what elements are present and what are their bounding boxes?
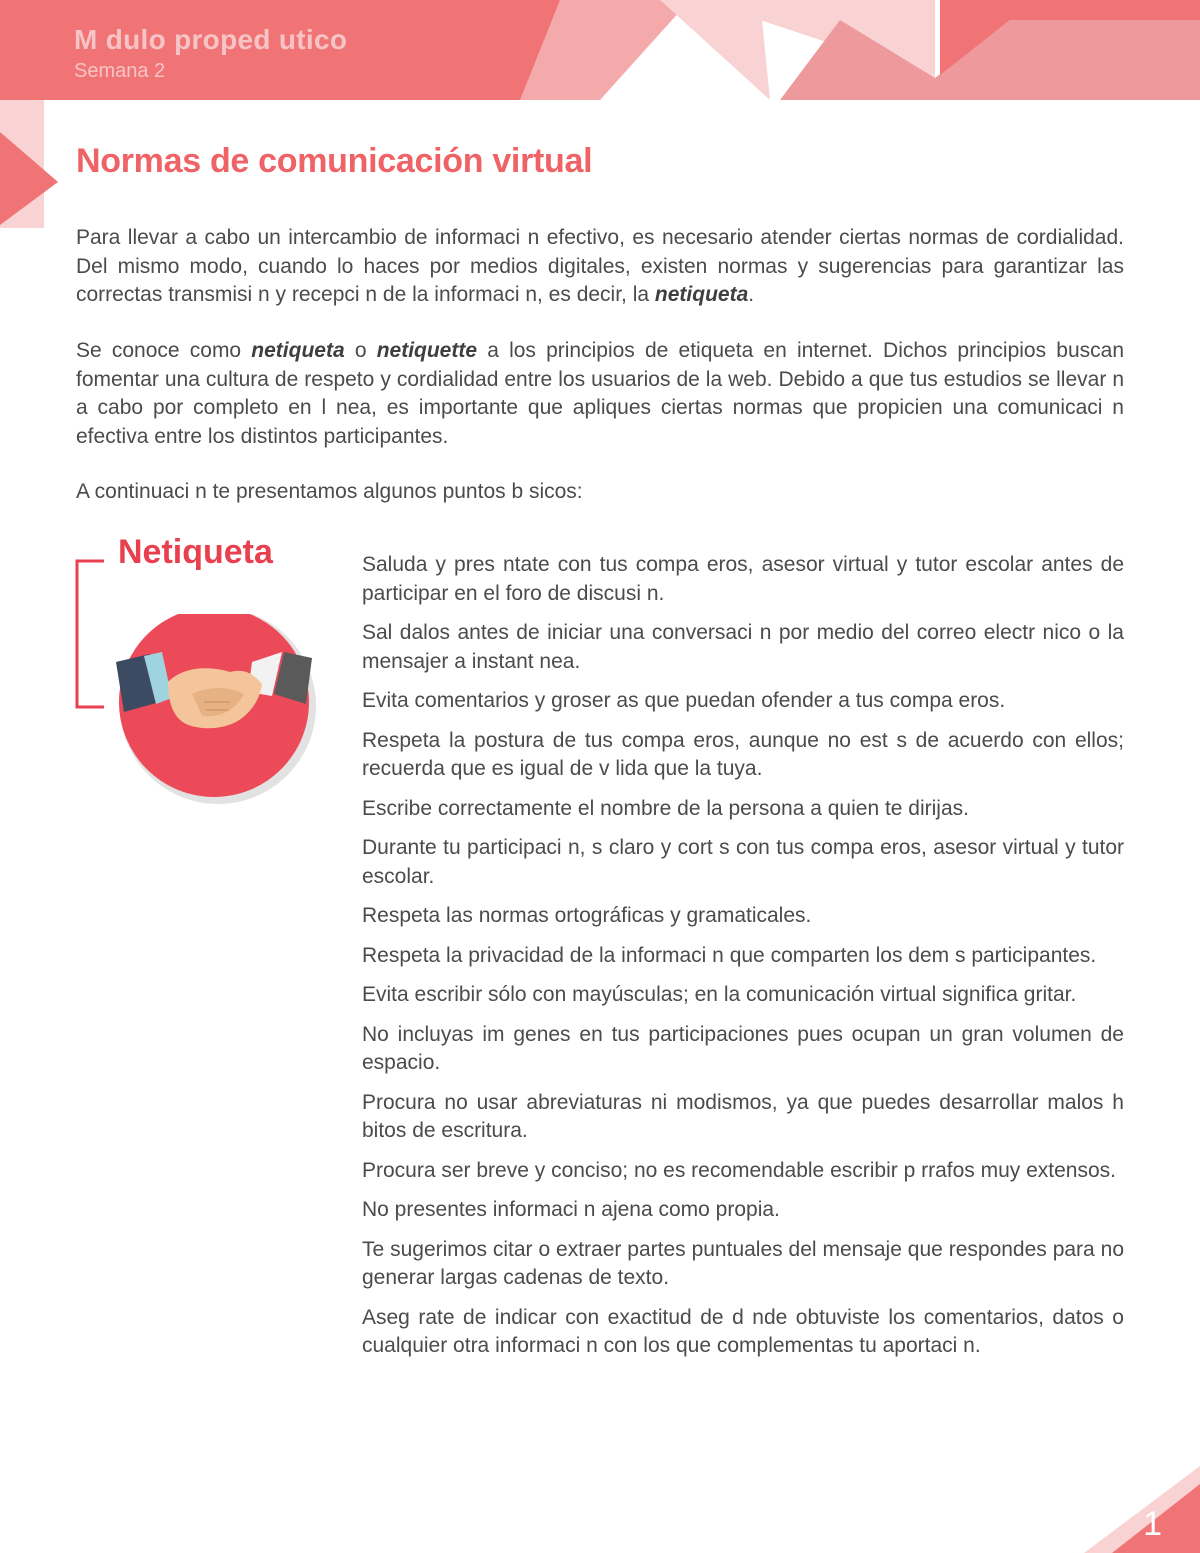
list-item: Saluda y pres ntate con tus compa eros, asesor virtual y tutor escolar antes de participar en el foro de discusi n. — [362, 553, 1124, 605]
lead-in-paragraph: A continuaci n te presentamos algunos puntos b sicos: — [76, 480, 583, 503]
side-decoration — [0, 100, 60, 230]
netiqueta-label: Netiqueta — [118, 533, 273, 571]
document-title: Normas de comunicación virtual — [76, 142, 593, 180]
list-item: Evita comentarios y groser as que puedan ofender a tus compa eros. — [362, 689, 1006, 712]
list-item: Procura no usar abreviaturas ni modismos, ya que puedes desarrollar malos h bitos de escritura. — [362, 1090, 1124, 1142]
list-item: Respeta la privacidad de la informaci n que comparten los dem s participantes. — [362, 943, 1097, 967]
footer-corner-decoration — [1020, 1450, 1200, 1553]
module-title: M dulo proped utico — [74, 24, 348, 55]
emphasis-netiqueta-2: netiqueta — [251, 339, 345, 362]
intro-paragraph-text: Para llevar a cabo un intercambio de informaci n efectivo, es necesario atender ciertas normas de cordialidad. Del mismo modo, cuando lo haces por medios digitales, existen normas y sugerencias para garantizar las correctas transmisi n y recepci n de la informaci n, es decir, la — [76, 226, 1124, 306]
list-item: Durante tu participaci n, s claro y cort s con tus compa eros, asesor virtual y tutor escolar. — [362, 836, 1124, 888]
list-item: Respeta la postura de tus compa eros, aunque no est s de acuerdo con ellos; recuerda que es igual de v lida que la tuya. — [362, 728, 1124, 780]
definition-middle: o — [344, 339, 377, 362]
list-item: Procura ser breve y conciso; no es recomendable escribir p rrafos muy extensos. — [362, 1158, 1117, 1182]
intro-paragraph-end: . — [748, 283, 755, 306]
emphasis-netiqueta: netiqueta — [654, 283, 749, 306]
definition-paragraph — [76, 337, 1124, 451]
emphasis-netiquette: netiquette — [376, 339, 478, 362]
list-item: No presentes informaci n ajena como propia. — [362, 1198, 780, 1221]
list-item: Respeta las normas ortográficas y gramaticales. — [362, 904, 812, 927]
page-number: 1 — [1143, 1505, 1162, 1543]
definition-start: Se conoce como — [76, 339, 252, 362]
handshake-icon — [112, 614, 322, 804]
list-item: Evita escribir sólo con mayúsculas; en la comunicación virtual significa gritar. — [362, 983, 1077, 1006]
list-item: Sal dalos antes de iniciar una conversaci n por medio del correo electr nico o la mensajer a instant nea. — [362, 621, 1124, 673]
netiquette-tips-list — [362, 551, 1124, 1372]
definition-end: a los principios de etiqueta en internet. Dichos principios buscan fomentar una cultura de respeto y cordialidad entre los usuarios de la web. Debido a que tus estudios se llevar n a cabo por completo en l nea, es importante que apliques ciertas normas que propicien una comunicaci n efectiva entre los distintos participantes. — [76, 339, 1124, 448]
list-item: Escribe correctamente el nombre de la persona a quien te dirijas. — [362, 796, 969, 820]
list-item: No incluyas im genes en tus participaciones pues ocupan un gran volumen de espacio. — [362, 1022, 1124, 1074]
intro-paragraph — [76, 224, 1124, 310]
week-label: Semana 2 — [74, 60, 166, 82]
list-item: Te sugerimos citar o extraer partes puntuales del mensaje que respondes para no generar largas cadenas de texto. — [362, 1237, 1124, 1289]
list-item: Aseg rate de indicar con exactitud de d nde obtuviste los comentarios, datos o cualquier otra informaci n con los que complementas tu aportaci n. — [362, 1305, 1124, 1357]
bracket-decoration — [74, 558, 114, 710]
